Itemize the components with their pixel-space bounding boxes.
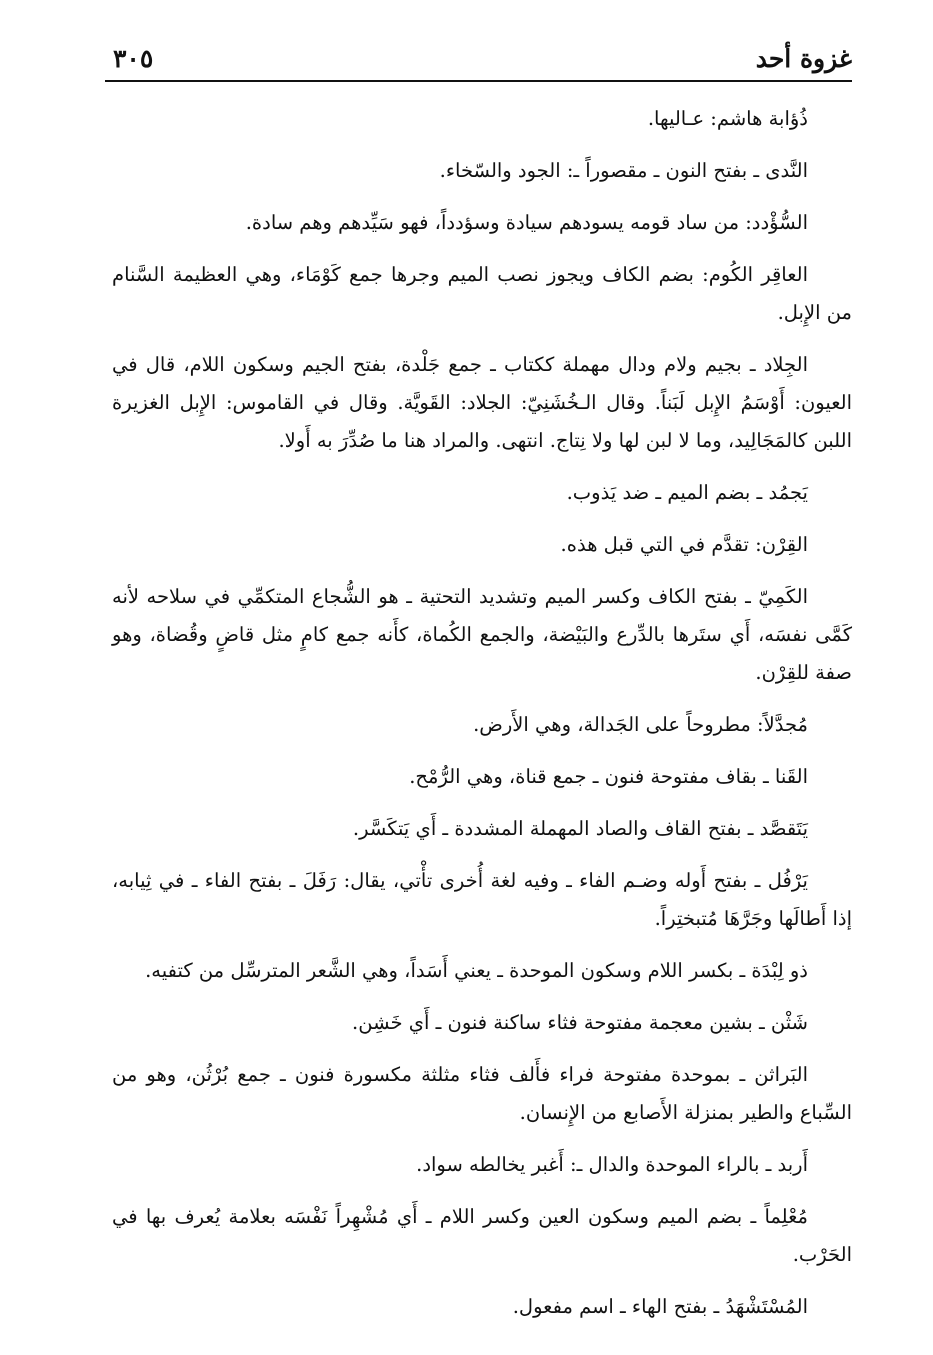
glossary-entry: البَراثن ـ بموحدة مفتوحة فراء فأَلف فثاء مثلثة مكسورة فنون ـ جمع بُرْثُن، وهو من السِّباع والطير بمنزلة الأَصابع من الإِنسان. (112, 1063, 852, 1124)
glossary-entry: أَربد ـ بالراء الموحدة والدال ـ: أَغبر يخالطه سواد. (416, 1153, 808, 1176)
page-header (105, 38, 852, 82)
glossary-body (112, 100, 852, 1340)
page-number: ٣٠٥ (113, 44, 154, 73)
glossary-entry: يَجمُد ـ بضم الميم ـ ضد يَذوب. (566, 481, 808, 504)
glossary-entry: المُسْتَشْهَدُ ـ بفتح الهاء ـ اسم مفعول. (512, 1295, 808, 1318)
glossary-entry: الجِلاد ـ بجيم ولام ودال مهملة ككتاب ـ جمع جَلْدة، بفتح الجيم وسكون اللام، قال في العيون: أَوْسَمُ الإِبل لَبَناً. وقال الـخُشَنِيّ: الجلاد: القَويَّة. وقال في القاموس: الإِبل الغزيرة اللبن كالمَجَالِيد، وما لا لبن لها ولا نِتاج. انتهى. والمراد هنا ما صُدِّرَ به أَولا. (112, 353, 852, 452)
glossary-entry: يَتَقصَّد ـ بفتح القاف والصاد المهملة المشددة ـ أَي يَتكَسَّر. (352, 817, 808, 840)
header-rule (105, 80, 852, 82)
glossary-entry: مُعْلِماً ـ بضم الميم وسكون العين وكسر اللام ـ أَي مُشْهِراً نَفْسَه بعلامة يُعرف بها في الحَرْب. (112, 1205, 852, 1266)
glossary-entry: يَرْفُل ـ بفتح أَوله وضـم الفاء ـ وفيه لغة أُخرى تأْتي، يقال: رَفَلَ ـ بفتح الفاء ـ في ثِيابه، إذا أَطالَها وجَرَّهَا مُتبختِراً. (112, 869, 852, 930)
glossary-entry: السُّؤْدد: من ساد قومه يسودهم سيادة وسؤدداً، فهو سَيِّدهم وهم سادة. (245, 211, 808, 234)
glossary-entry: العاقِر الكُوم: بضم الكاف ويجوز نصب الميم وجرها جمع كَوْمَاء، وهي العظيمة السَّنام من الإِبل. (112, 263, 852, 324)
running-title: غزوة أحد (755, 44, 852, 73)
glossary-entry: النَّدى ـ بفتح النون ـ مقصوراً ـ: الجود والسّخاء. (439, 159, 808, 182)
glossary-entry: ذو لِبْدَة ـ بكسر اللام وسكون الموحدة ـ يعني أَسَداً، وهي الشَّعر المترسِّل من كتفيه. (145, 959, 808, 982)
glossary-entry: مُجدَّلاً: مطروحاً على الجَدالة، وهي الأَرض. (473, 713, 808, 736)
glossary-entry: ذُؤابة هاشم: عـاليها. (647, 107, 808, 130)
glossary-entry: القِرْن: تقدَّم في التي قبل هذه. (560, 533, 808, 556)
glossary-entry: شَثْن ـ بشين معجمة مفتوحة فثاء ساكنة فنون ـ أَي خَشِن. (352, 1011, 808, 1034)
glossary-entry: الكَمِيّ ـ بفتح الكاف وكسر الميم وتشديد التحتية ـ هو الشُّجاع المتكمِّي في سلاحه لأنه كَمَّى نفسَه، أَي ستَرها بالدِّرع والبَيْضة، والجمع الكُماة، كأَنه جمع كامٍ مثل قاضٍ وقُضاة، وهو صفة للقِرْن. (112, 585, 852, 684)
glossary-entry: القَنا ـ بقاف مفتوحة فنون ـ جمع قناة، وهي الرُّمْح. (409, 765, 808, 788)
